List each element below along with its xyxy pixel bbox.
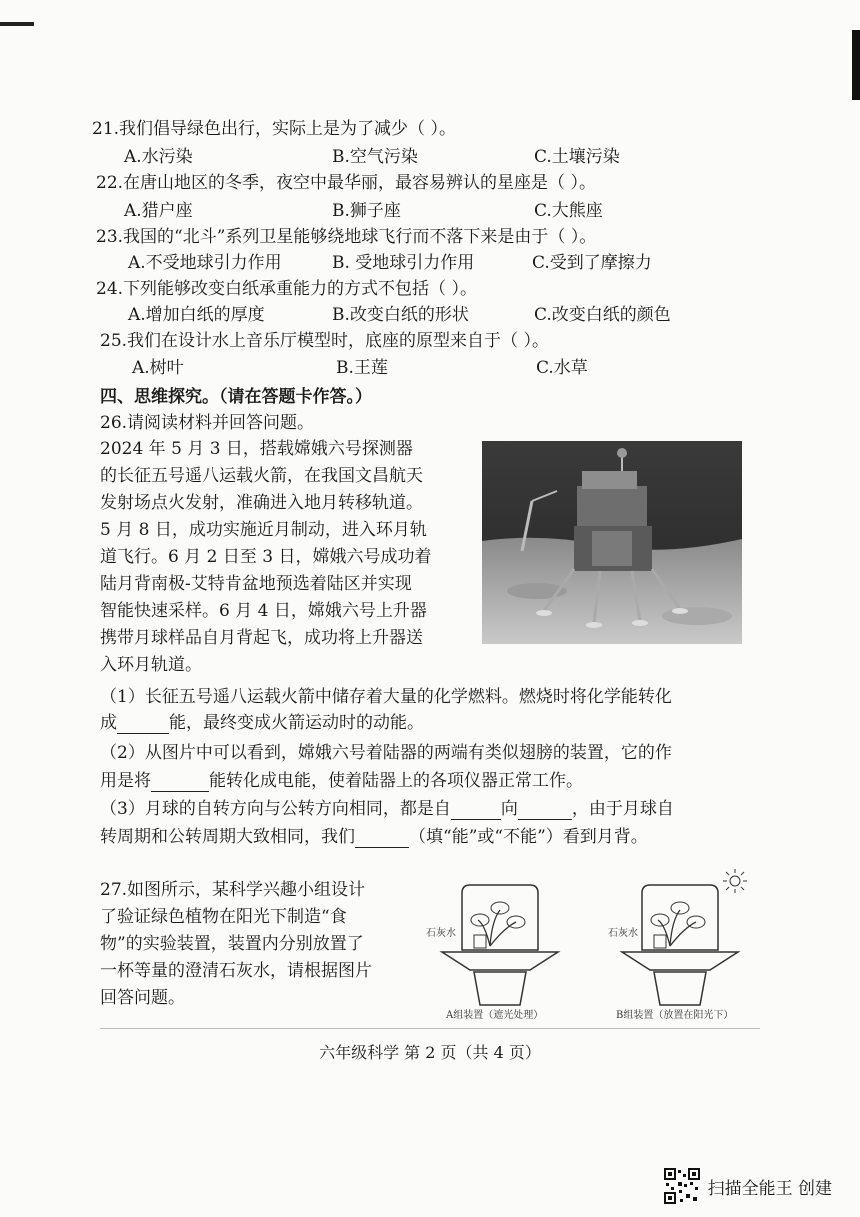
option-a: A.不受地球引力作用 [128, 253, 282, 273]
option-c: C.土壤污染 [534, 147, 620, 167]
answer-blank [518, 803, 572, 820]
scan-edge-mark [0, 22, 34, 26]
question-26-part2-line1: （2）从图片中可以看到，嫦娥六号着陆器的两端有类似翅膀的装置，它的作 [100, 743, 672, 763]
apparatus-b [608, 880, 750, 1021]
question-21-stem: 21.我们倡导绿色出行，实际上是为了减少（ ）。 [92, 119, 456, 139]
text-fragment: 成 [100, 713, 117, 733]
page-footer: 六年级科学 第 2 页（共 4 页） [319, 1043, 541, 1062]
section-heading: 四、思维探究。（请在答题卡作答。） [100, 387, 372, 407]
question-26-passage [100, 436, 478, 679]
q27-line: 27.如图所示，某科学兴趣小组设计 [100, 880, 366, 900]
answer-blank [451, 803, 501, 820]
text-fragment: （填“能”或“不能”）看到月背。 [409, 827, 648, 847]
lunar-lander-photo [482, 441, 742, 644]
passage-line: 5 月 8 日，成功实施近月制动，进入环月轨 [100, 520, 427, 540]
option-b: B.空气污染 [332, 147, 418, 167]
apparatus-a-caption: A组装置（遮光处理） [446, 1010, 544, 1021]
passage-line: 智能快速采样。6 月 4 日，嫦娥六号上升器 [100, 601, 427, 621]
page-divider [100, 1028, 760, 1029]
passage-line: 2024 年 5 月 3 日，搭载嫦娥六号探测器 [100, 439, 413, 459]
answer-blank [355, 831, 409, 848]
option-c: C.大熊座 [534, 201, 603, 221]
option-a: A.猎户座 [124, 201, 193, 221]
passage-line: 陆月背南极-艾特肯盆地预选着陆区并实现 [100, 574, 412, 594]
text-fragment: 能转化成电能，使着陆器上的各项仪器正常工作。 [209, 771, 583, 791]
option-b: B. 受地球引力作用 [332, 253, 475, 273]
option-c: C.受到了摩擦力 [532, 253, 652, 273]
option-c: C.改变白纸的颜色 [534, 305, 671, 325]
option-a: A.树叶 [132, 358, 184, 378]
question-26-part1-line1: （1）长征五号遥八运载火箭中储存着大量的化学燃料。燃烧时将化学能转化 [100, 687, 672, 707]
passage-line: 发射场点火发射，准确进入地月转移轨道。 [100, 493, 423, 513]
question-26-part3-line1 [100, 798, 674, 820]
watermark-text: 扫描全能王 创建 [707, 1178, 832, 1199]
limewater-label: 石灰水 [608, 928, 638, 939]
question-26-part2-line2 [100, 770, 583, 792]
sun-icon [722, 868, 748, 898]
limewater-label: 石灰水 [426, 928, 456, 939]
option-c: C.水草 [536, 358, 588, 378]
answer-blank [151, 775, 209, 792]
question-24-stem: 24.下列能够改变白纸承重能力的方式不包括（ ）。 [96, 279, 477, 299]
option-a: A.增加白纸的厚度 [128, 305, 265, 325]
apparatus-a [426, 880, 570, 1021]
question-26-part1-line2 [100, 712, 424, 734]
q27-line: 回答问题。 [100, 988, 185, 1008]
passage-line: 的长征五号遥八运载火箭，在我国文昌航天 [100, 466, 423, 486]
question-25-stem: 25.我们在设计水上音乐厅模型时，底座的原型来自于（ ）。 [100, 331, 549, 351]
passage-line: 入环月轨道。 [100, 655, 202, 675]
apparatus-b-caption: B组装置（放置在阳光下） [616, 1010, 734, 1021]
q27-line: 物”的实验装置，装置内分别放置了 [100, 934, 364, 954]
option-b: B.改变白纸的形状 [332, 305, 469, 325]
q27-line: 一杯等量的澄清石灰水，请根据图片 [100, 961, 372, 981]
question-22-stem: 22.在唐山地区的冬季，夜空中最华丽，最容易辨认的星座是（ ）。 [96, 173, 596, 193]
scanner-watermark [664, 1168, 832, 1204]
text-fragment: 能，最终变成火箭运动时的动能。 [169, 713, 424, 733]
scan-edge-mark-right [852, 30, 860, 100]
question-26-stem: 26.请阅读材料并回答问题。 [100, 413, 315, 433]
text-fragment: 用是将 [100, 771, 151, 791]
text-fragment: 转周期和公转周期大致相同，我们 [100, 827, 355, 847]
text-fragment: （3）月球的自转方向与公转方向相同，都是自 [100, 799, 451, 819]
option-a: A.水污染 [124, 147, 193, 167]
passage-line: 携带月球样品自月背起飞，成功将上升器送 [100, 628, 423, 648]
answer-blank [117, 717, 169, 734]
option-b: B.狮子座 [332, 201, 401, 221]
passage-line: 道飞行。6 月 2 日至 3 日，嫦娥六号成功着 [100, 547, 432, 567]
text-fragment: ，由于月球自 [571, 799, 674, 819]
question-23-stem: 23.我国的“北斗”系列卫星能够绕地球飞行而不落下来是由于（ ）。 [96, 227, 597, 247]
option-b: B.王莲 [336, 358, 388, 378]
q27-line: 了验证绿色植物在阳光下制造“食 [100, 907, 347, 927]
text-fragment: 向 [500, 799, 518, 819]
question-26-part3-line2 [100, 826, 648, 848]
qr-code-icon [664, 1168, 700, 1204]
question-27-stem [100, 877, 430, 1012]
